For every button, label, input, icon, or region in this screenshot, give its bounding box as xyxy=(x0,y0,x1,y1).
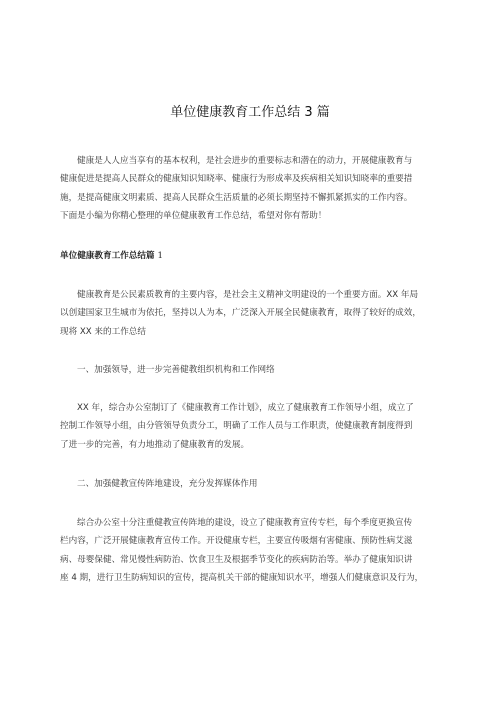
sub2-body-paragraph xyxy=(60,514,446,588)
document-title: 单位健康教育工作总结 3 篇 xyxy=(170,105,330,120)
section-heading-text: 单位健康教育工作总结篇 xyxy=(60,251,155,261)
sub1-body-line: 了进一步的完善，有力地推动了健康教育的发展。 xyxy=(60,439,250,450)
section1-intro-line: 健康教育是公民素质教育的主要内容，是社会主义精神文明建设的一个重要方面。XX 年局 xyxy=(77,290,419,300)
subheading-2: 二、加强健教宣传阵地建设，充分发挥媒体作用 xyxy=(77,479,258,489)
intro-line: 健康促进是提高人民群众的健康知识知晓率、健康行为形成率及疾病相关知识知晓率的重要措 xyxy=(60,174,413,185)
sub1-body-paragraph xyxy=(60,399,446,454)
section1-intro-paragraph xyxy=(60,286,446,341)
sub1-body-line: XX 年，综合办公室制订了《健康教育工作计划》，成立了健康教育工作领导小组，成立了 xyxy=(77,403,414,413)
intro-paragraph xyxy=(60,152,446,226)
sub2-body-line: 病、母婴保健、常见慢性病防治、饮食卫生及根据季节变化的疾病防治等。举办了健康知识讲 xyxy=(60,554,413,565)
sub1-body-line: 控制工作领导小组，由分管领导负责分工，明确了工作人员与工作职责，使健康教育制度得到 xyxy=(60,421,413,432)
intro-line: 健康是人人应当享有的基本权利，是社会进步的重要标志和潜在的动力，开展健康教育与 xyxy=(77,156,413,166)
intro-line: 下面是小编为你精心整理的单位健康教育工作总结，希望对你有帮助！ xyxy=(60,211,327,222)
section-heading-1 xyxy=(60,247,446,265)
subheading-1: 一、加强领导，进一步完善健教组织机构和工作网络 xyxy=(77,365,275,375)
sub2-body-line: 栏内容，广泛开展健康教育宣传工作。开设健康专栏，主要宣传吸烟有害健康、预防性病艾滋 xyxy=(60,536,413,547)
section-heading-number: 1 xyxy=(157,251,164,261)
intro-line: 施，是提高健康文明素质、提高人民群众生活质量的必须长期坚持不懈抓紧抓实的工作内容。 xyxy=(60,192,413,203)
sub2-body-line: 综合办公室十分注重健教宣传阵地的建设，设立了健康教育宣传专栏，每个季度更换宣传 xyxy=(77,518,413,528)
sub2-body-line: 座 4 期，进行卫生防病知识的宣传，提高机关干部的健康知识水平，增强人们健康意识及行为， xyxy=(60,573,424,584)
section1-intro-line: 以创建国家卫生城市为依托，坚持以人为本，广泛深入开展全民健康教育，取得了较好的成效， xyxy=(60,308,421,319)
section1-intro-line: 现将 XX 来的工作总结 xyxy=(60,326,146,337)
